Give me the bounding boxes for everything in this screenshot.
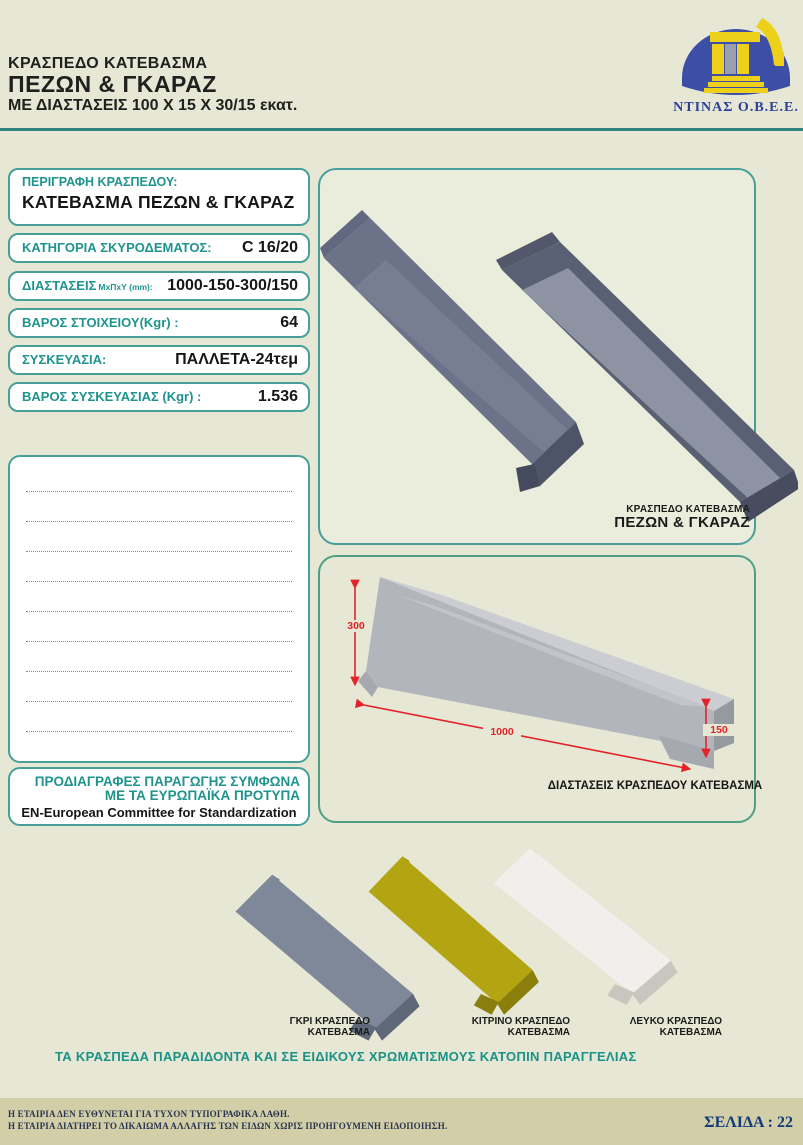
page-title-line2: ΠΕΖΩΝ & ΓΚΑΡΑΖ [8, 71, 217, 97]
company-name: ΝΤΙΝΑΣ Ο.Β.Ε.Ε. [673, 100, 799, 115]
dimension-width-label: 150 [703, 724, 735, 736]
note-ruled-line [26, 642, 292, 672]
spec-row-dimensions [8, 271, 310, 301]
spec-label: ΒΑΡΟΣ ΣΥΣΚΕΥΑΣΙΑΣ (Kgr) : [22, 389, 202, 404]
spec-value: 1.536 [257, 388, 298, 405]
spec-label: ΒΑΡΟΣ ΣΤΟΙΧΕΙΟΥ(Kgr) : [22, 315, 179, 330]
page-number: ΣΕΛΙΔΑ : 22 [704, 1114, 793, 1131]
note-ruled-line [26, 702, 292, 732]
spec-sublabel: ΜxΠxΥ (mm): [98, 282, 153, 292]
product-photo-curbs [320, 170, 798, 543]
custom-colors-note: ΤΑ ΚΡΑΣΠΕΔΑ ΠΑΡΑΔΙΔΟΝΤΑ ΚΑΙ ΣΕ ΕΙΔΙΚΟΥΣ ΧΡΩΜΑΤΙΣΜΟΥΣ ΚΑΤΟΠΙΝ ΠΑΡΑΓΓΕΛΙΑΣ [55, 1049, 637, 1064]
spec-value: 64 [280, 314, 298, 331]
note-ruled-line [26, 552, 292, 582]
spec-row-packaging [8, 345, 310, 375]
standards-line3: EN-European Committee for Standardization [21, 805, 297, 820]
standards-line2: ΜΕ ΤΑ ΕΥΡΩΠΑΪΚΑ ΠΡΟΤΥΠΑ [104, 788, 300, 803]
spec-label: ΚΑΤΗΓΟΡΙΑ ΣΚΥΡΟΔΕΜΑΤΟΣ: [22, 240, 212, 255]
spec-row-package-weight [8, 382, 310, 412]
caption-line2: ΚΑΤΕΒΑΣΜΑ [659, 1027, 722, 1038]
note-ruled-line [26, 672, 292, 702]
spec-row-unit-weight [8, 308, 310, 338]
spec-label: ΔΙΑΣΤΑΣΕΙΣ [22, 278, 97, 293]
dimensions-caption: ΔΙΑΣΤΑΣΕΙΣ ΚΡΑΣΠΕΔΟΥ ΚΑΤΕΒΑΣΜΑ [547, 780, 763, 792]
white-curb-image [482, 842, 694, 1008]
caption-line1: ΓΚΡΙ ΚΡΑΣΠΕΔΟ [289, 1016, 370, 1027]
standards-line1: ΠΡΟΔΙΑΓΡΑΦΕΣ ΠΑΡΑΓΩΓΗΣ ΣΥΜΦΩΝΑ [34, 774, 300, 789]
spec-value: C 16/20 [241, 239, 298, 256]
description-value: ΚΑΤΕΒΑΣΜΑ ΠΕΖΩΝ & ΓΚΑΡΑΖ [22, 192, 295, 212]
caption-line2: ΚΑΤΕΒΑΣΜΑ [307, 1027, 370, 1038]
disclaimer-line1: Η ΕΤΑΙΡΙΑ ΔΕΝ ΕΥΘΥΝΕΤΑΙ ΓΙΑ ΤΥΧΟΝ ΤΥΠΟΓΡΑΦΙΚΑ ΛΑΘΗ. [8, 1109, 290, 1119]
product-photo-caption [500, 504, 750, 531]
yellow-curb-caption [450, 1016, 570, 1038]
gray-curb-caption [250, 1016, 370, 1038]
header-divider [0, 128, 803, 131]
disclaimer-line2: Η ΕΤΑΙΡΙΑ ΔΙΑΤΗΡΕΙ ΤΟ ΔΙΚΑΙΩΜΑ ΑΛΛΑΓΗΣ ΤΩΝ ΕΙΔΩΝ ΧΩΡΙΣ ΠΡΟΗΓΟΥΜΕΝΗ ΕΙΔΟΠΟΙΗΣΗ. [8, 1121, 448, 1131]
caption-line1: ΛΕΥΚΟ ΚΡΑΣΠΕΔΟ [629, 1016, 722, 1027]
white-curb-caption [602, 1016, 722, 1038]
caption-line2: ΚΑΤΕΒΑΣΜΑ [507, 1027, 570, 1038]
company-logo-icon [678, 6, 794, 102]
description-box [8, 168, 310, 226]
spec-label: ΣΥΣΚΕΥΑΣΙΑ: [22, 352, 107, 367]
footer-disclaimers [8, 1108, 568, 1132]
photo-caption-line2: ΠΕΖΩΝ & ΓΚΑΡΑΖ [614, 514, 750, 531]
page-title-line1: ΚΡΑΣΠΕΔΟ ΚΑΤΕΒΑΣΜΑ [8, 55, 208, 72]
notes-box [8, 455, 310, 763]
note-ruled-line [26, 462, 292, 492]
note-ruled-line [26, 732, 292, 762]
spec-value: ΠΑΛΛΕΤΑ-24τεμ [175, 351, 298, 368]
caption-line1: ΚΙΤΡΙΝΟ ΚΡΑΣΠΕΔΟ [471, 1016, 570, 1027]
description-label: ΠΕΡΙΓΡΑΦΗ ΚΡΑΣΠΕΔΟΥ: [22, 175, 178, 189]
note-ruled-line [26, 612, 292, 642]
note-ruled-line [26, 522, 292, 552]
standards-box [8, 767, 310, 826]
photo-caption-line1: ΚΡΑΣΠΕΔΟ ΚΑΤΕΒΑΣΜΑ [626, 504, 750, 515]
note-ruled-line [26, 492, 292, 522]
spec-value: 1000-150-300/150 [167, 277, 298, 294]
spec-row-concrete-category [8, 233, 310, 263]
dimension-length-label: 1000 [483, 726, 521, 738]
note-ruled-line [26, 582, 292, 612]
page-title-line3: ΜΕ ΔΙΑΣΤΑΣΕΙΣ 100 X 15 X 30/15 εκατ. [8, 97, 298, 114]
dimension-height-label: 300 [341, 620, 371, 632]
